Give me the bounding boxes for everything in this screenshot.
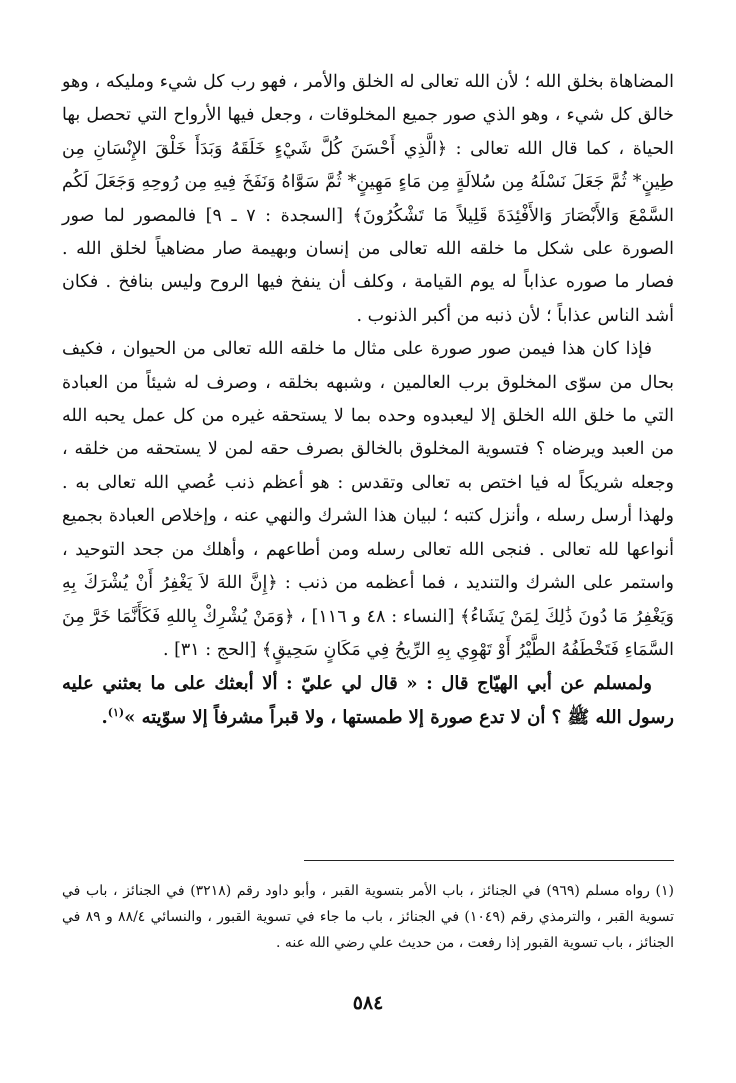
paragraph-1: المضاهاة بخلق الله ؛ لأن الله تعالى له الخلق والأمر ، فهو رب كل شيء ومليكه ، وهو خالق كل شيء ، وهو الذي صور جميع المخلوقات ، وجعل فيها الأرواح التي تحصل بها الحياة ، كما قال الله تعالى : ﴿الَّذِي أَحْسَنَ كُلَّ شَيْءٍ خَلَقَهُ وَبَدَأَ خَلْقَ الإِنْسَانِ مِن طِينٍ* ثُمَّ جَعَلَ نَسْلَهُ مِن سُلالَةٍ مِن مَاءٍ مَهِينٍ* ثُمَّ سَوَّاهُ وَنَفَخَ فِيهِ مِن رُوحِهِ وَجَعَلَ لَكُم السَّمْعَ وَالأَبْصَارَ وَالأَفْئِدَةَ قَلِيلاً مَا تَشْكُرُونَ﴾ [السجدة : ٧ ـ ٩] فالمصور لما صور الصورة على شكل ما خلقه الله تعالى من إنسان وبهيمة صار مضاهياً لخلق الله . فصار ما صوره عذاباً له يوم القيامة ، وكلف أن ينفخ فيها الروح وليس بنافخ . فكان أشد الناس عذاباً ؛ لأن ذنبه من أكبر الذنوب . (62, 72, 674, 326)
main-text (62, 66, 674, 734)
hadith-text: ولمسلم عن أبي الهيّاج قال : « قال لي عليّ : ألا أبعثك على ما بعثني عليه رسول الله ﷺ ؟ أن لا تدع صورة إلا طمستها ، ولا قبراً مشرفاً إلا سوّيته » (62, 673, 674, 728)
footnote-reference[interactable]: (١) (107, 705, 125, 719)
document-page (62, 66, 674, 1066)
footnote-divider (304, 860, 674, 861)
paragraph-2: فإذا كان هذا فيمن صور صورة على مثال ما خلقه الله تعالى من الحيوان ، فكيف بحال من سوّى المخلوق برب العالمين ، وشبهه بخلقه ، وصرف له شيئاً من العبادة التي ما خلق الله الخلق إلا ليعبدوه وحده بما لا يستحقه غيره من كل عمل يحبه الله من العبد ويرضاه ؟ فتسوية المخلوق بالخالق بصرف حقه لمن لا يستحقه من خلقه ، وجعله شريكاً له فيا اختص به تعالى وتقدس : هو أعظم ذنب عُصي الله تعالى به . ولهذا أرسل رسله ، وأنزل كتبه ؛ لبيان هذا الشرك والنهي عنه ، وإخلاص العبادة بجميع أنواعها لله تعالى . فنجى الله تعالى رسله ومن أطاعهم ، وأهلك من جحد التوحيد ، واستمر على الشرك والتنديد ، فما أعظمه من ذنب : ﴿إِنَّ اللهَ لاَ يَغْفِرُ أَنْ يُشْرَكَ بِهِ وَيَغْفِرُ مَا دُونَ ذَٰلِكَ لِمَنْ يَشَاءُ﴾ [النساء : ٤٨ و ١١٦] ، ﴿وَمَنْ يُشْرِكْ بِاللهِ فَكَأَنَّمَا خَرَّ مِنَ السَّمَاءِ فَتَخْطَفُهُ الطَّيْرُ أَوْ تَهْوِي بِهِ الرِّيحُ فِي مَكَانٍ سَحِيقٍ﴾ [الحج : ٣١] . (62, 339, 674, 660)
paragraph-3: ولمسلم عن أبي الهيّاج قال : « قال لي عليّ : ألا أبعثك على ما بعثني عليه رسول الله ﷺ ؟ أن لا تدع صورة إلا طمستها ، ولا قبراً مشرفاً إلا سوّيته »$^{(١)}$. (62, 673, 674, 728)
page-number: ٥٨٤ (352, 992, 384, 1014)
footnote-1: (١) رواه مسلم (٩٦٩) في الجنائز ، باب الأمر بتسوية القبر ، وأبو داود رقم (٣٢١٨) في الجنائز ، باب في تسوية القبر ، والترمذي رقم (١٠٤٩) في الجنائز ، باب ما جاء في تسوية القبور ، والنسائي ٨٨/٤ و ٨٩ في الجنائز ، باب تسوية القبور إذا رفعت ، من حديث علي رضي الله عنه . (62, 883, 674, 951)
footnotes (62, 878, 674, 956)
